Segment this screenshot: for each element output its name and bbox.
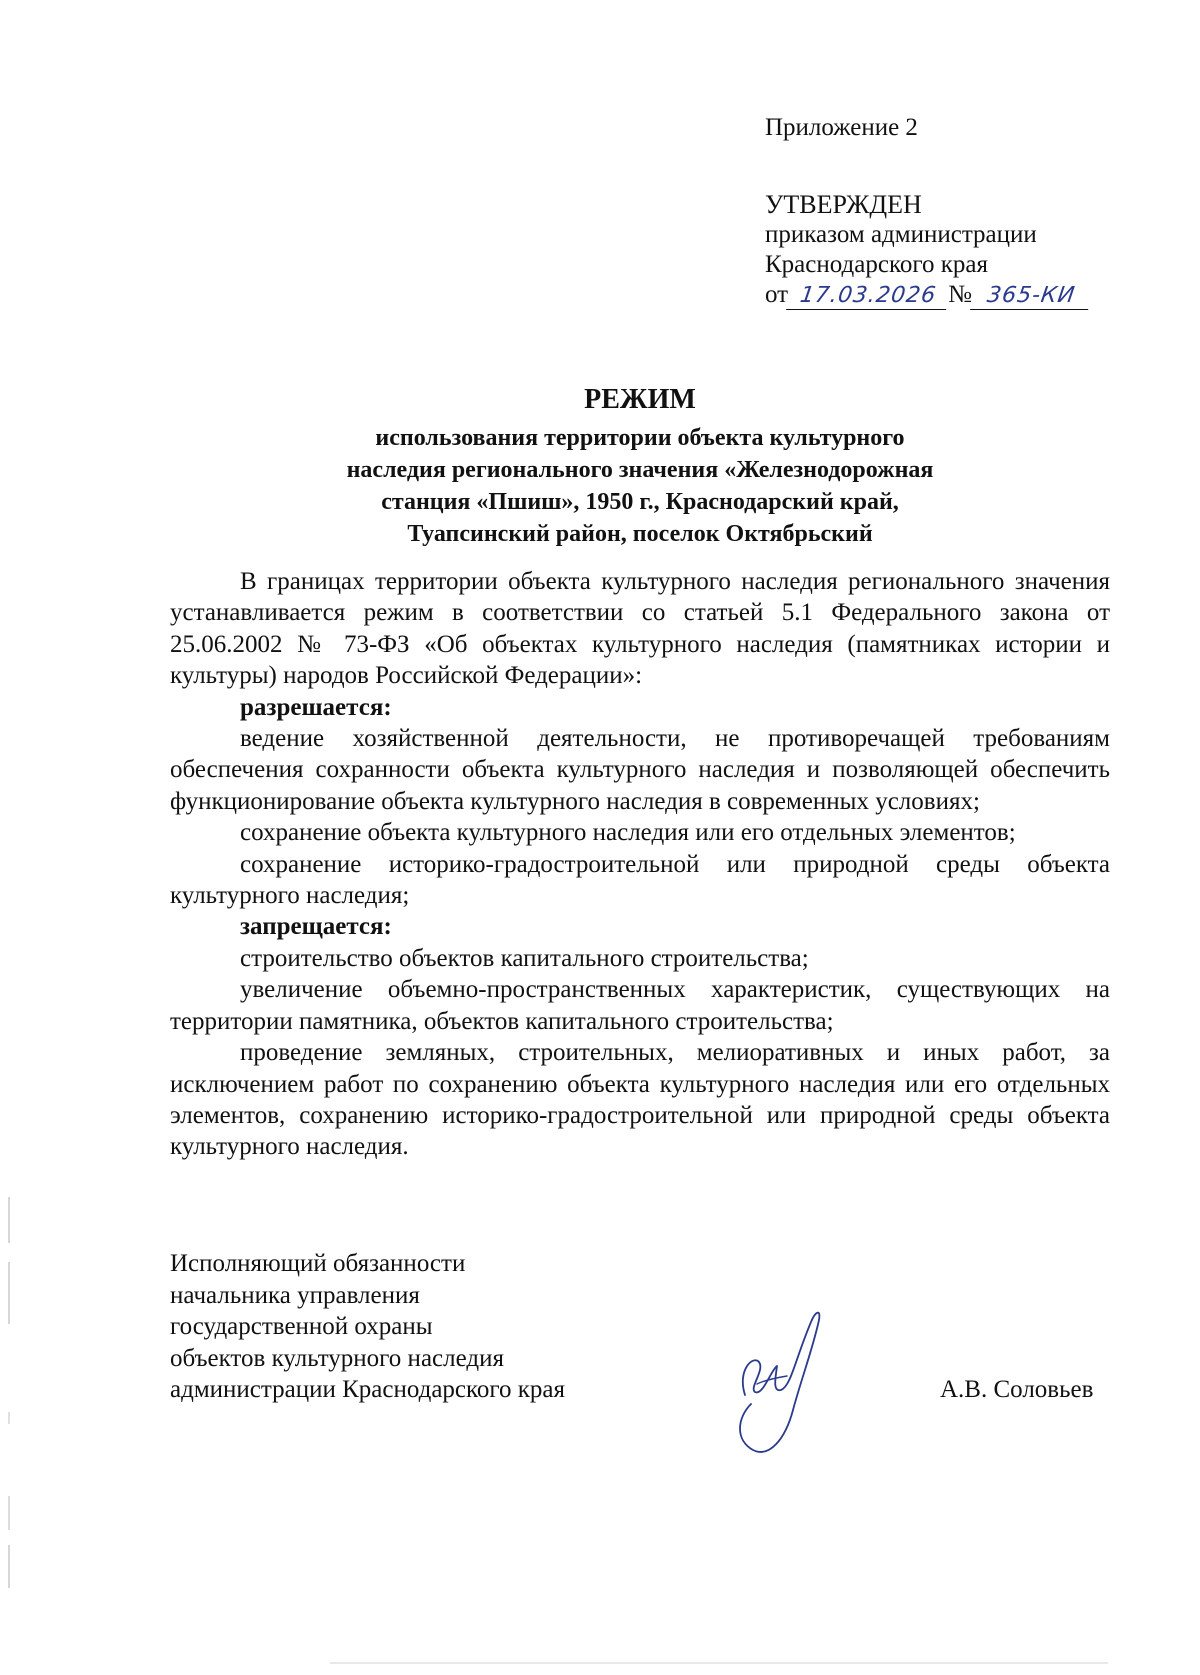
forbidden-item: увеличение объемно-пространственных характеристик, существующих на территории памятника, объектов капитального строительства; [170, 976, 1110, 1035]
signatory-position [170, 1248, 565, 1406]
handwritten-signature [715, 1300, 845, 1460]
forbidden-heading: запрещается: [240, 913, 392, 941]
position-line: государственной охраны [170, 1313, 433, 1340]
allowed-item: сохранение объекта культурного наследия или его отдельных элементов; [240, 819, 1016, 847]
handwritten-number: 365-КИ [970, 283, 1092, 310]
approval-line-1: приказом администрации [765, 221, 1037, 248]
position-line: Исполняющий обязанности [170, 1250, 466, 1277]
subtitle-line: Туапсинский район, поселок Октябрьский [407, 521, 873, 547]
position-line: объектов культурного наследия [170, 1344, 504, 1372]
subtitle-line: использования территории объекта культурного [375, 425, 905, 451]
handwritten-date: 17.03.2026 [786, 283, 950, 310]
subtitle-line: станция «Пшиш», 1950 г., Краснодарский край, [381, 489, 899, 515]
position-line: начальника управления [170, 1281, 420, 1309]
approved-label: УТВЕРЖДЕН [765, 190, 922, 219]
document-title: РЕЖИМ [584, 384, 696, 415]
allowed-item: сохранение историко-градостроительной или природной среды объекта культурного наследия; [170, 850, 1110, 910]
document-subtitle [170, 422, 1110, 550]
document-body [170, 566, 1110, 1163]
signatory-name: А.В. Соловьев [940, 1376, 1094, 1403]
forbidden-item: строительство объектов капитального строительства; [240, 944, 809, 972]
order-date-number-line [765, 280, 1090, 310]
intro-paragraph: В границах территории объекта культурного наследия регионального значения устанавливается режим в соответствии со статьей 5.1 Федерального закона от 25.06.2002 № 73-ФЗ «Об объектах культурного наследия (памятниках истории и культуры) народов Российской Федерации»: [170, 568, 1110, 690]
subtitle-line: наследия регионального значения «Железнодорожная [346, 457, 934, 483]
approval-block [765, 113, 1090, 310]
number-label: № [948, 281, 972, 308]
allowed-item: ведение хозяйственной деятельности, не противоречащей требованиям обеспечения сохранности объекта культурного наследия и позволяющей обеспечить функционирование объекта культурного наследия в современных условиях; [170, 725, 1110, 815]
from-label: от [765, 281, 789, 308]
position-line: администрации Краснодарского края [170, 1376, 566, 1403]
appendix-label: Приложение 2 [765, 114, 918, 141]
allowed-heading: разрешается: [240, 693, 392, 721]
document-title-block [170, 383, 1110, 550]
forbidden-item: проведение земляных, строительных, мелиоративных и иных работ, за исключением работ по сохранению объекта культурного наследия или его отдельных элементов, сохранению историко-градостроительной или природной среды объекта культурного наследия. [170, 1039, 1110, 1161]
approval-line-2: Краснодарского края [765, 251, 988, 278]
